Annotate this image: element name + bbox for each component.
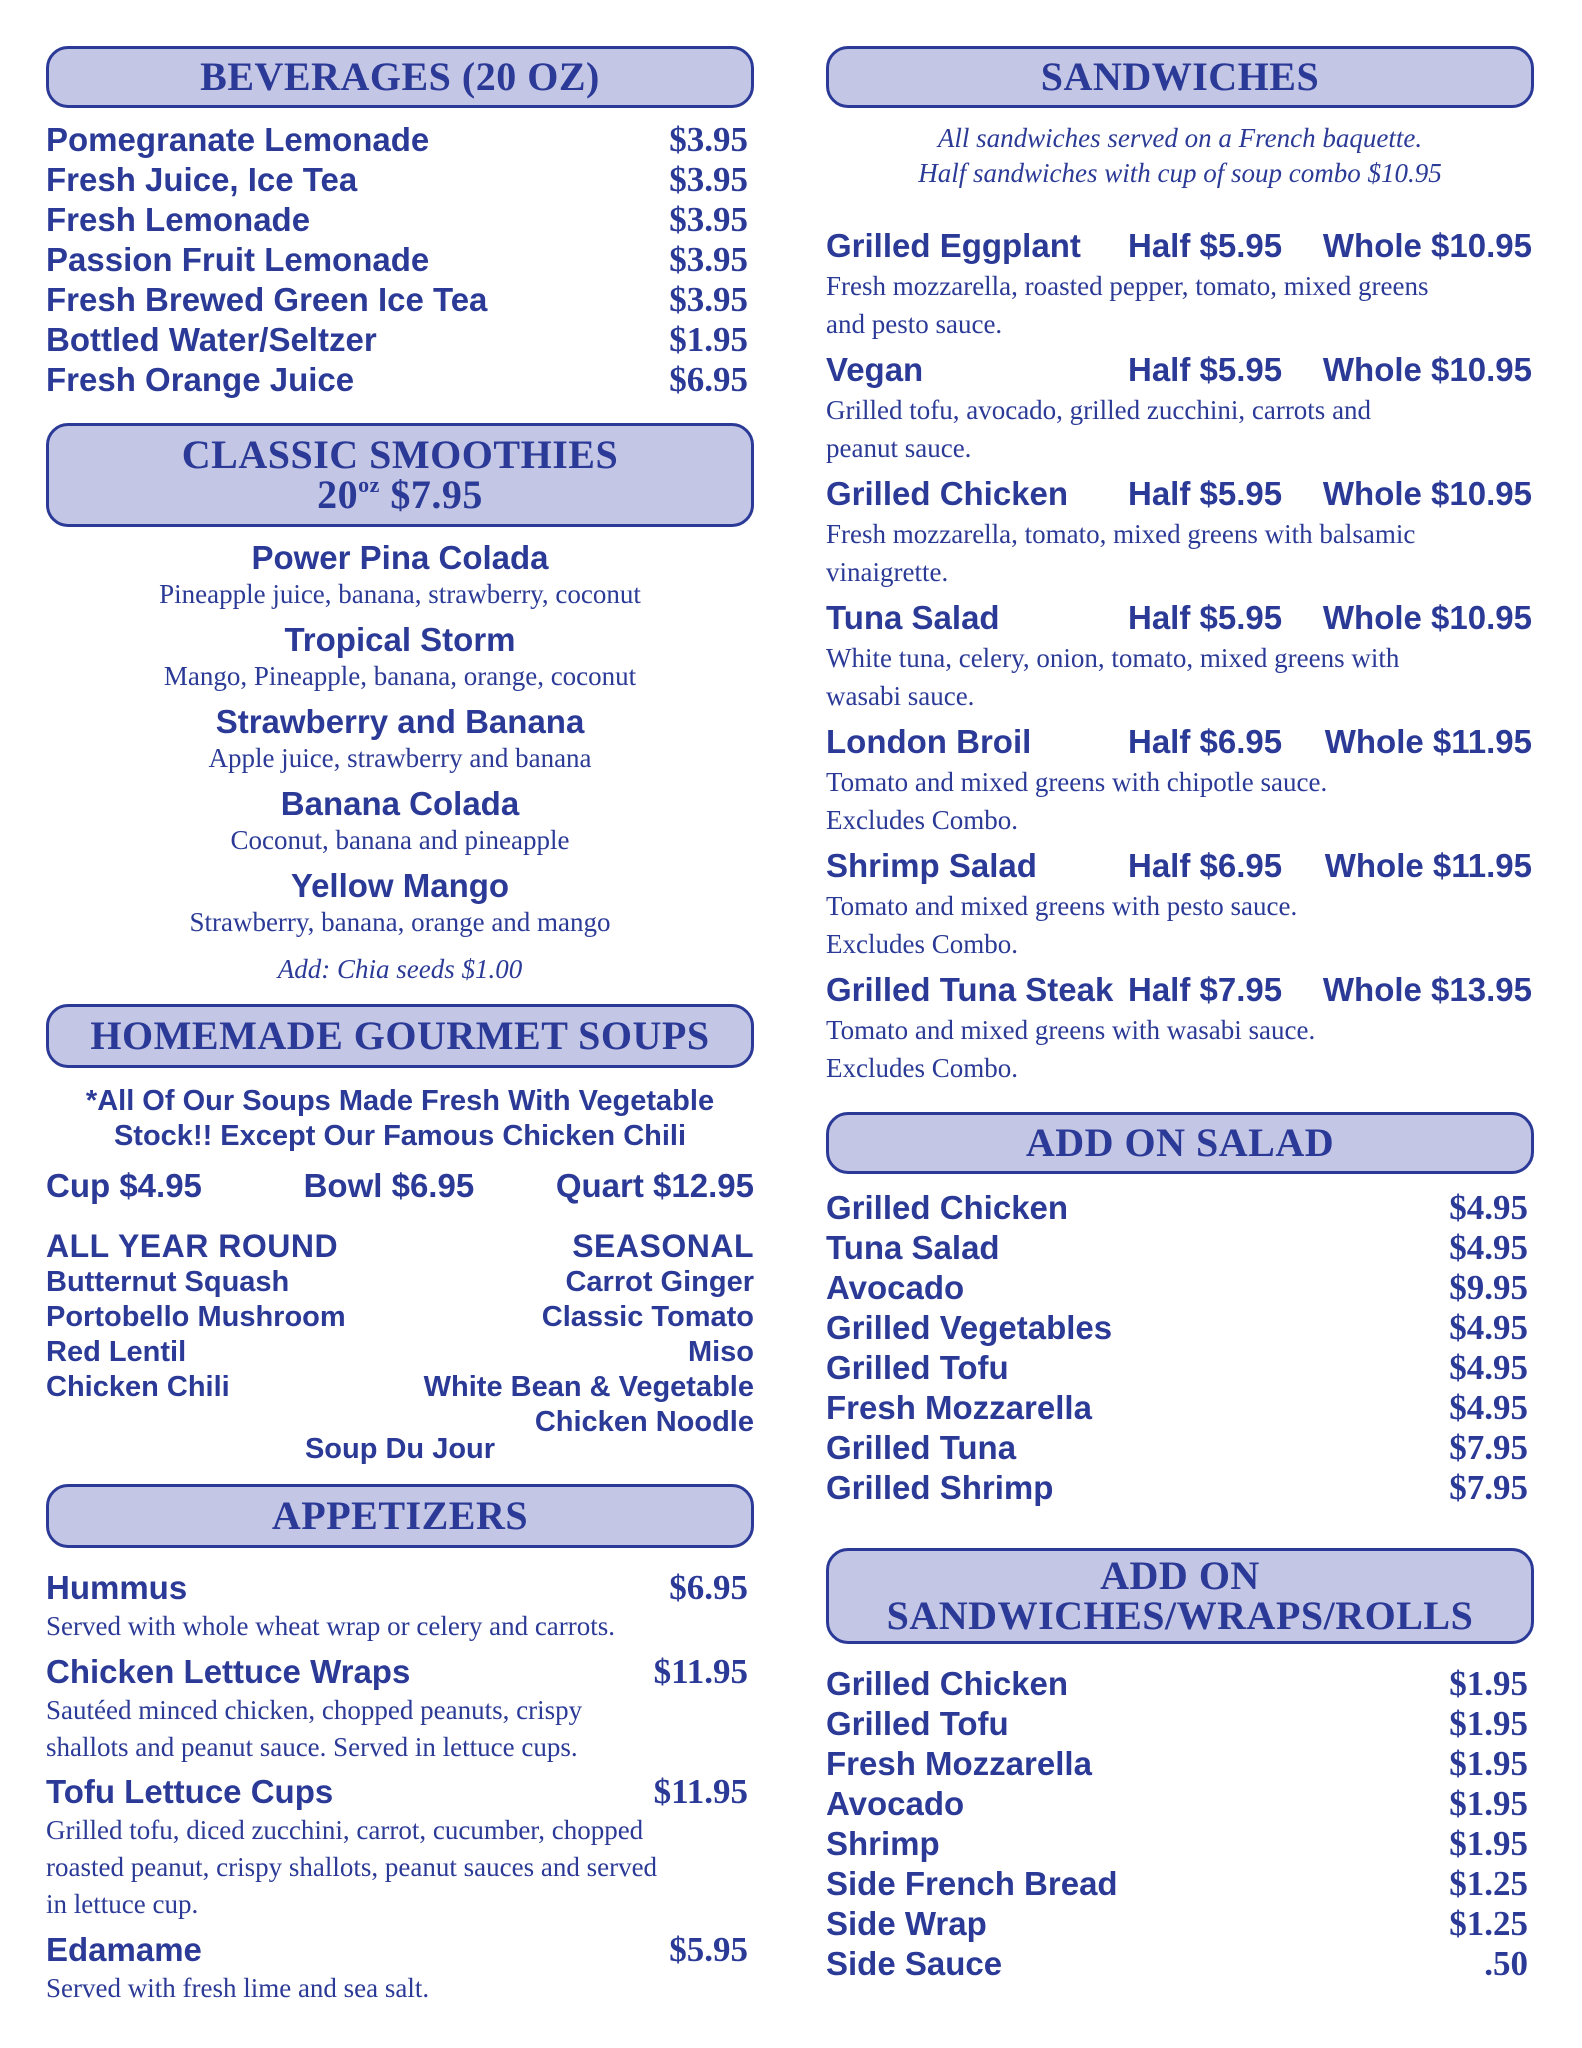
appetizer-desc: roasted peanut, crispy shallots, peanut sauces and served [46,1852,658,1882]
addon-sandwich-row [826,1864,1528,1904]
addon-price: $1.25 [1449,1904,1528,1943]
addon-price: $4.95 [1449,1188,1528,1227]
sandwich-desc: and pesto sauce. [826,309,1003,339]
soups-title: HOMEMADE GOURMET SOUPS [90,1013,710,1058]
sandwich-desc: Tomato and mixed greens with chipotle sauce. [826,767,1328,797]
addon-name: Grilled Tofu [826,1349,1009,1386]
soup-item: Butternut Squash [46,1266,290,1298]
soup-item: Chicken Chili [46,1371,230,1403]
sandwich-name: Vegan [826,351,924,388]
beverage-name: Fresh Lemonade [46,201,311,238]
addon-sandwich-row [826,1944,1528,1984]
addon-name: Avocado [826,1785,965,1822]
addon-sandwiches-header [826,1548,1534,1644]
sandwich-item [826,597,1538,715]
addon-salad-row [826,1348,1528,1388]
soup-cup-price: Cup $4.95 [46,1167,202,1204]
beverage-row [46,360,748,400]
addon-name: Grilled Vegetables [826,1309,1113,1346]
sandwich-item [826,473,1538,591]
soup-item: Classic Tomato [541,1301,754,1333]
sandwich-item [826,721,1538,839]
sandwich-whole-price: Whole $10.95 [1322,599,1532,636]
sandwich-desc: Excludes Combo. [826,929,1018,959]
beverage-name: Fresh Juice, Ice Tea [46,161,358,198]
addon-name: Grilled Tofu [826,1705,1009,1742]
appetizer-desc: Served with whole wheat wrap or celery and carrots. [46,1611,616,1641]
sandwich-whole-price: Whole $13.95 [1322,971,1532,1008]
beverage-name: Bottled Water/Seltzer [46,321,377,358]
soup-quart-price: Quart $12.95 [555,1167,754,1204]
sandwich-item [826,969,1538,1087]
appetizer-item [46,1568,748,1645]
addon-name: Tuna Salad [826,1229,1000,1266]
addon-salad-row [826,1228,1528,1268]
sandwich-half-price: Half $5.95 [1128,599,1283,636]
smoothie-addon: Add: Chia seeds $1.00 [277,954,523,984]
addon-sandwich-row [826,1664,1528,1704]
sandwich-desc: Fresh mozzarella, tomato, mixed greens with balsamic [826,519,1416,549]
beverage-price: $6.95 [669,360,748,399]
smoothies-size-unit: oz [358,472,380,497]
soup-item: White Bean & Vegetable [423,1371,754,1403]
smoothie-desc: Mango, Pineapple, banana, orange, coconut [163,661,637,691]
beverage-name: Fresh Brewed Green Ice Tea [46,281,488,318]
addon-sandwich-row [826,1904,1528,1944]
sandwich-desc: Excludes Combo. [826,1053,1018,1083]
addon-sandwich-row [826,1744,1528,1784]
sandwiches-title: SANDWICHES [1040,54,1320,99]
sandwich-half-price: Half $7.95 [1128,971,1283,1008]
smoothies-title: CLASSIC SMOOTHIES [181,432,619,477]
addon-price: .50 [1484,1944,1528,1983]
sandwich-name: Tuna Salad [826,599,1000,636]
addon-name: Side Sauce [826,1945,1003,1982]
soup-bowl-price: Bowl $6.95 [303,1167,475,1204]
addon-name: Avocado [826,1269,965,1306]
addon-salad-row [826,1428,1528,1468]
addon-sandwiches-title-line2: SANDWICHES/WRAPS/ROLLS [886,1593,1474,1638]
beverage-name: Passion Fruit Lemonade [46,241,430,278]
addon-price: $4.95 [1449,1388,1528,1427]
smoothie-desc: Coconut, banana and pineapple [230,825,570,855]
addon-price: $1.25 [1449,1864,1528,1903]
smoothie-name: Tropical Storm [284,621,516,658]
soup-item: Miso [687,1336,754,1368]
appetizer-price: $11.95 [653,1772,748,1811]
smoothie-desc: Strawberry, banana, orange and mango [189,907,611,937]
sandwich-half-price: Half $6.95 [1128,723,1283,760]
addon-name: Grilled Tuna [826,1429,1017,1466]
sandwich-whole-price: Whole $11.95 [1324,723,1532,760]
beverage-price: $1.95 [669,320,748,359]
addon-salad-row [826,1268,1528,1308]
addon-name: Fresh Mozzarella [826,1389,1092,1426]
addon-sandwiches-title-line1: ADD ON [1100,1553,1260,1598]
sandwich-name: Grilled Eggplant [826,227,1081,264]
all-year-list [46,1227,346,1440]
addon-salad-row [826,1388,1528,1428]
beverages-header [46,46,754,108]
soup-lists [46,1227,754,1440]
sandwich-item [826,349,1538,467]
appetizer-item [46,1930,748,2007]
sandwich-name: Grilled Tuna Steak [826,971,1114,1008]
appetizer-desc: in lettuce cup. [46,1889,199,1919]
addon-sandwich-row [826,1824,1528,1864]
soup-du-jour: Soup Du Jour [304,1433,496,1465]
soup-item: Portobello Mushroom [46,1301,346,1333]
sandwiches-note-line1: All sandwiches served on a French baquette. [937,123,1423,153]
beverage-price: $3.95 [669,240,748,279]
smoothies-size: 20 [317,472,359,517]
sandwich-half-price: Half $5.95 [1128,227,1283,264]
appetizer-desc: Served with fresh lime and sea salt. [46,1973,430,2003]
addon-name: Fresh Mozzarella [826,1745,1092,1782]
sandwich-desc: Grilled tofu, avocado, grilled zucchini, carrots and [826,395,1372,425]
beverage-price: $3.95 [669,200,748,239]
soups-note-line2: Stock!! Except Our Famous Chicken Chili [113,1120,687,1152]
all-year-title: ALL YEAR ROUND [46,1228,339,1264]
seasonal-list [424,1227,754,1440]
smoothie-name: Yellow Mango [290,867,510,904]
sandwich-desc: Tomato and mixed greens with pesto sauce. [826,891,1298,921]
soup-item: Carrot Ginger [565,1266,754,1298]
soups-header [46,1004,754,1068]
addon-price: $4.95 [1449,1348,1528,1387]
sandwich-whole-price: Whole $11.95 [1324,847,1532,884]
addon-price: $1.95 [1449,1824,1528,1863]
addon-salad-header [826,1112,1534,1174]
sandwich-half-price: Half $5.95 [1128,475,1283,512]
addon-salad-row [826,1308,1528,1348]
addon-name: Grilled Chicken [826,1665,1069,1702]
sandwich-item [826,845,1538,963]
appetizers-title: APPETIZERS [271,1493,529,1538]
beverage-price: $3.95 [669,120,748,159]
addon-salad-row [826,1188,1528,1228]
smoothie-name: Power Pina Colada [251,539,549,576]
smoothie-name: Banana Colada [280,785,520,822]
sandwich-desc: Tomato and mixed greens with wasabi sauce. [826,1015,1316,1045]
beverage-name: Fresh Orange Juice [46,361,355,398]
sandwich-half-price: Half $5.95 [1128,351,1283,388]
addon-price: $7.95 [1449,1468,1528,1507]
beverage-row [46,120,748,160]
beverage-row [46,280,748,320]
smoothie-desc: Pineapple juice, banana, strawberry, coconut [159,579,641,609]
smoothies-header [46,423,754,527]
beverage-price: $3.95 [669,280,748,319]
sandwiches-header [826,46,1534,108]
sandwich-whole-price: Whole $10.95 [1322,351,1532,388]
smoothie-name: Strawberry and Banana [215,703,585,740]
appetizer-name: Chicken Lettuce Wraps [46,1653,411,1690]
appetizer-name: Edamame [46,1931,202,1968]
addon-salad-row [826,1468,1528,1508]
sandwich-desc: White tuna, celery, onion, tomato, mixed greens with [826,643,1400,673]
addon-name: Grilled Shrimp [826,1469,1054,1506]
addon-salad-title: ADD ON SALAD [1025,1120,1335,1165]
soup-item: Red Lentil [46,1336,187,1368]
smoothies-size-price [317,472,483,517]
sandwich-name: Grilled Chicken [826,475,1069,512]
sandwich-desc: vinaigrette. [826,557,949,587]
addon-price: $4.95 [1449,1308,1528,1347]
sandwich-whole-price: Whole $10.95 [1322,475,1532,512]
appetizer-desc: Sautéed minced chicken, chopped peanuts, crispy [46,1695,583,1725]
addon-price: $1.95 [1449,1744,1528,1783]
addon-price: $1.95 [1449,1784,1528,1823]
appetizer-price: $6.95 [669,1568,748,1607]
beverages-title: BEVERAGES (20 OZ) [200,54,600,99]
addon-sandwich-row [826,1784,1528,1824]
beverage-row [46,200,748,240]
appetizer-price: $11.95 [653,1652,748,1691]
seasonal-title: SEASONAL [572,1228,754,1264]
sandwich-desc: Excludes Combo. [826,805,1018,835]
addon-name: Side French Bread [826,1865,1118,1902]
sandwich-desc: peanut sauce. [826,433,972,463]
addon-name: Shrimp [826,1825,940,1862]
appetizer-item [46,1772,748,1923]
addon-price: $7.95 [1449,1428,1528,1467]
beverage-row [46,240,748,280]
sandwich-desc: Fresh mozzarella, roasted pepper, tomato, mixed greens [826,271,1429,301]
addon-sandwich-row [826,1704,1528,1744]
appetizer-desc: Grilled tofu, diced zucchini, carrot, cucumber, chopped [46,1815,644,1845]
sandwich-item [826,225,1538,343]
addon-price: $9.95 [1449,1268,1528,1307]
sandwich-desc: wasabi sauce. [826,681,975,711]
addon-price: $4.95 [1449,1228,1528,1267]
beverage-price: $3.95 [669,160,748,199]
sandwiches-note-line2: Half sandwiches with cup of soup combo $10.95 [918,158,1442,188]
sandwich-name: London Broil [826,723,1032,760]
appetizer-item [46,1652,748,1766]
sandwich-name: Shrimp Salad [826,847,1037,884]
addon-name: Side Wrap [826,1905,987,1942]
sandwich-whole-price: Whole $10.95 [1322,227,1532,264]
soups-note-line1: *All Of Our Soups Made Fresh With Vegetable [85,1085,715,1117]
beverage-name: Pomegranate Lemonade [46,121,430,158]
addon-price: $1.95 [1449,1664,1528,1703]
addon-price: $1.95 [1449,1704,1528,1743]
appetizer-price: $5.95 [669,1930,748,1969]
beverage-row [46,160,748,200]
soup-item: Chicken Noodle [534,1406,754,1438]
beverage-row [46,320,748,360]
appetizer-desc: shallots and peanut sauce. Served in lettuce cups. [46,1732,578,1762]
sandwich-half-price: Half $6.95 [1128,847,1283,884]
soup-prices [46,1166,754,1206]
appetizers-header [46,1484,754,1548]
smoothies-price: $7.95 [390,472,483,517]
smoothie-desc: Apple juice, strawberry and banana [208,743,592,773]
addon-name: Grilled Chicken [826,1189,1069,1226]
appetizer-name: Tofu Lettuce Cups [46,1773,334,1810]
appetizer-name: Hummus [46,1569,188,1606]
